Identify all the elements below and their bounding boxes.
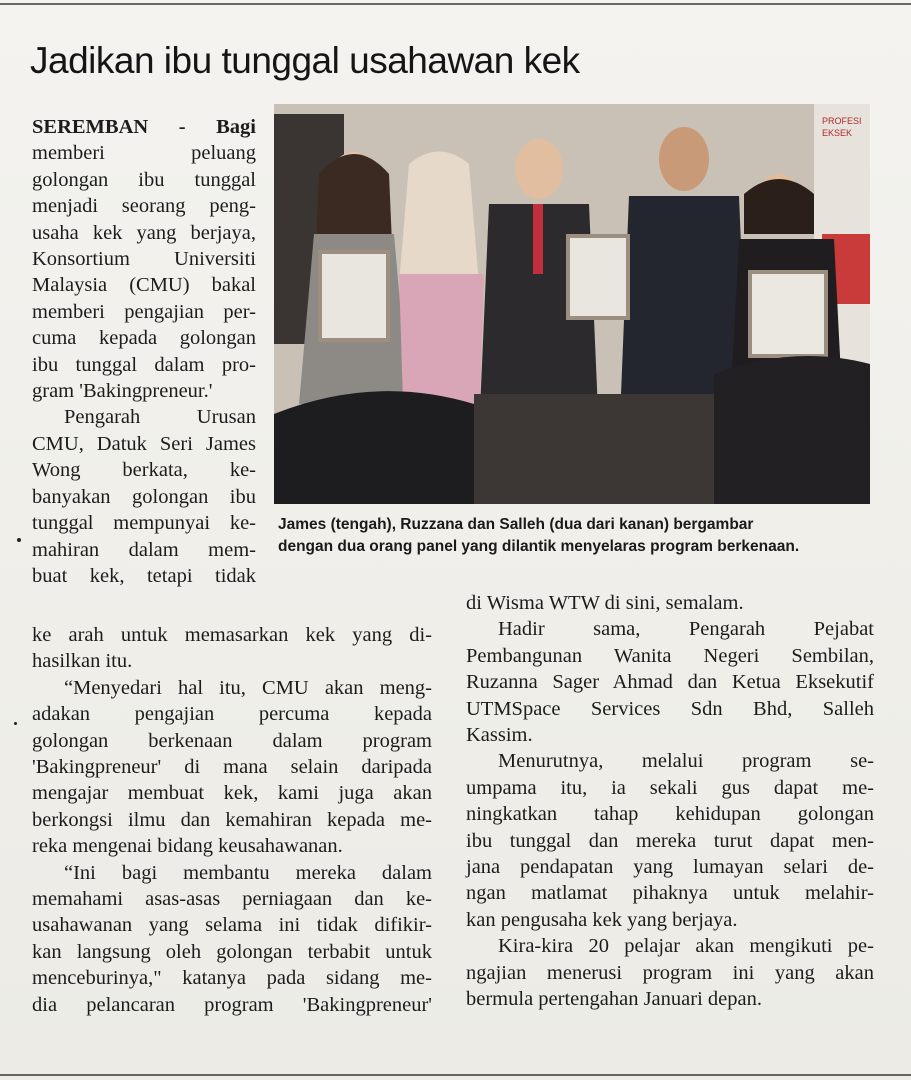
article-line: kan langsung oleh golongan terbabit untuk <box>32 940 432 963</box>
article-line: usaha kek yang berjaya, <box>32 221 256 244</box>
article-line: memberi peluang <box>32 142 256 165</box>
top-rule <box>0 3 911 5</box>
photo-certificate-1 <box>320 252 388 340</box>
photo-person-4-head <box>659 127 709 191</box>
photo-certificate-2 <box>568 236 628 318</box>
article-column-1-top <box>32 114 256 589</box>
bottom-rule <box>0 1074 911 1076</box>
article-line: ibu tunggal dalam pro- <box>32 353 256 376</box>
article-line: kan pengusaha kek yang berjaya. <box>466 908 738 931</box>
photo-table <box>474 394 714 504</box>
article-line: berkongsi ilmu dan kemahiran kepada me- <box>32 808 432 831</box>
article-line: ngan matlamat pihaknya untuk melahir- <box>466 882 874 905</box>
article-line: CMU, Datuk Seri James <box>32 432 256 455</box>
article-line: golongan berkenaan dalam program <box>32 729 432 752</box>
article-line: menceburinya," katanya pada sidang me- <box>32 967 432 990</box>
article-line: reka mengenai bidang keusahawanan. <box>32 835 343 858</box>
photo-illustration <box>274 104 870 504</box>
article-line: 'Bakingpreneur' di mana selain daripada <box>32 756 432 779</box>
article-line: banyakan golongan ibu <box>32 485 256 508</box>
article-line: tunggal mempunyai ke- <box>32 512 256 535</box>
article-line: ibu tunggal dan mereka turut dapat men- <box>466 829 874 852</box>
photo-person-1-hair <box>316 154 392 244</box>
news-photo <box>274 104 870 504</box>
caption-line-1: James (tengah), Ruzzana dan Salleh (dua dari kanan) bergambar <box>278 516 754 533</box>
photo-person-3-head <box>515 139 563 199</box>
article-line: Konsortium Universiti <box>32 248 256 271</box>
article-column-1-bottom <box>32 622 432 1018</box>
photo-poster-text-1: PROFESI <box>822 116 862 126</box>
article-line: dia pelancaran program 'Bakingpreneur' <box>32 993 432 1016</box>
article-line: ngajian menerusi program ini yang akan <box>466 961 874 984</box>
article-line: Pengarah Urusan <box>64 406 256 429</box>
article-line: hasilkan itu. <box>32 650 133 673</box>
article-line: bermula pertengahan Januari depan. <box>466 988 762 1011</box>
article-line: Ruzanna Sager Ahmad dan Ketua Eksekutif <box>466 671 874 694</box>
photo-chair-left <box>274 391 479 504</box>
article-line: jana pendapatan yang lumayan selari de- <box>466 856 874 879</box>
article-line: ke arah untuk memasarkan kek yang di- <box>32 624 432 646</box>
article-line: Wong berkata, ke- <box>32 459 256 482</box>
article-line: ningkatkan tahap kehidupan golongan <box>466 803 874 826</box>
article-line: SEREMBAN - Bagi <box>32 116 256 138</box>
photo-poster-text-2: EKSEK <box>822 128 853 138</box>
article-line: Menurutnya, melalui program se- <box>498 750 874 773</box>
article-line: gram 'Bakingpreneur.' <box>32 380 213 403</box>
article-line: cuma kepada golongan <box>32 327 256 350</box>
photo-person-5-hair <box>744 179 814 234</box>
article-line: Kira-kira 20 pelajar akan mengikuti pe- <box>498 935 874 958</box>
article-line: menjadi seorang peng- <box>32 195 256 218</box>
photo-person-2-hijab <box>399 152 479 285</box>
print-speck <box>17 538 21 542</box>
article-line: “Menyedari hal itu, CMU akan meng- <box>64 676 432 699</box>
article-column-2 <box>466 590 874 1013</box>
headline: Jadikan ibu tunggal usahawan kek <box>30 40 580 81</box>
article-line: usahawanan yang selama ini tidak difikir- <box>32 914 432 937</box>
article-line: adakan pengajian percuma kepada <box>32 703 432 726</box>
article-line: buat kek, tetapi tidak <box>32 564 256 587</box>
article-line: memahami asas-asas perniagaan dan ke- <box>32 888 432 911</box>
article-line: UTMSpace Services Sdn Bhd, Salleh <box>466 697 874 720</box>
article-line: memberi pengajian per- <box>32 300 256 323</box>
article-line: di Wisma WTW di sini, semalam. <box>466 592 744 614</box>
photo-certificate-3 <box>750 272 826 356</box>
article-line: Hadir sama, Pengarah Pejabat <box>498 618 874 641</box>
photo-chair-right <box>714 356 870 504</box>
article-line: golongan ibu tunggal <box>32 168 256 191</box>
article-line: Kassim. <box>466 724 533 747</box>
article-line: Pembangunan Wanita Negeri Sembilan, <box>466 644 874 667</box>
photo-person-3-tie <box>533 204 543 274</box>
article-line: “Ini bagi membantu mereka dalam <box>64 861 432 884</box>
caption-line-2: dengan dua orang panel yang dilantik menyelaras program berkenaan. <box>278 538 800 555</box>
article-line: mengajar membuat kek, kami juga akan <box>32 782 432 805</box>
article-line: umpama itu, ia sekali gus dapat me- <box>466 776 874 799</box>
photo-caption <box>278 514 878 558</box>
article-line: mahiran dalam mem- <box>32 538 256 561</box>
print-speck <box>14 722 17 725</box>
article-line: Malaysia (CMU) bakal <box>32 274 256 297</box>
